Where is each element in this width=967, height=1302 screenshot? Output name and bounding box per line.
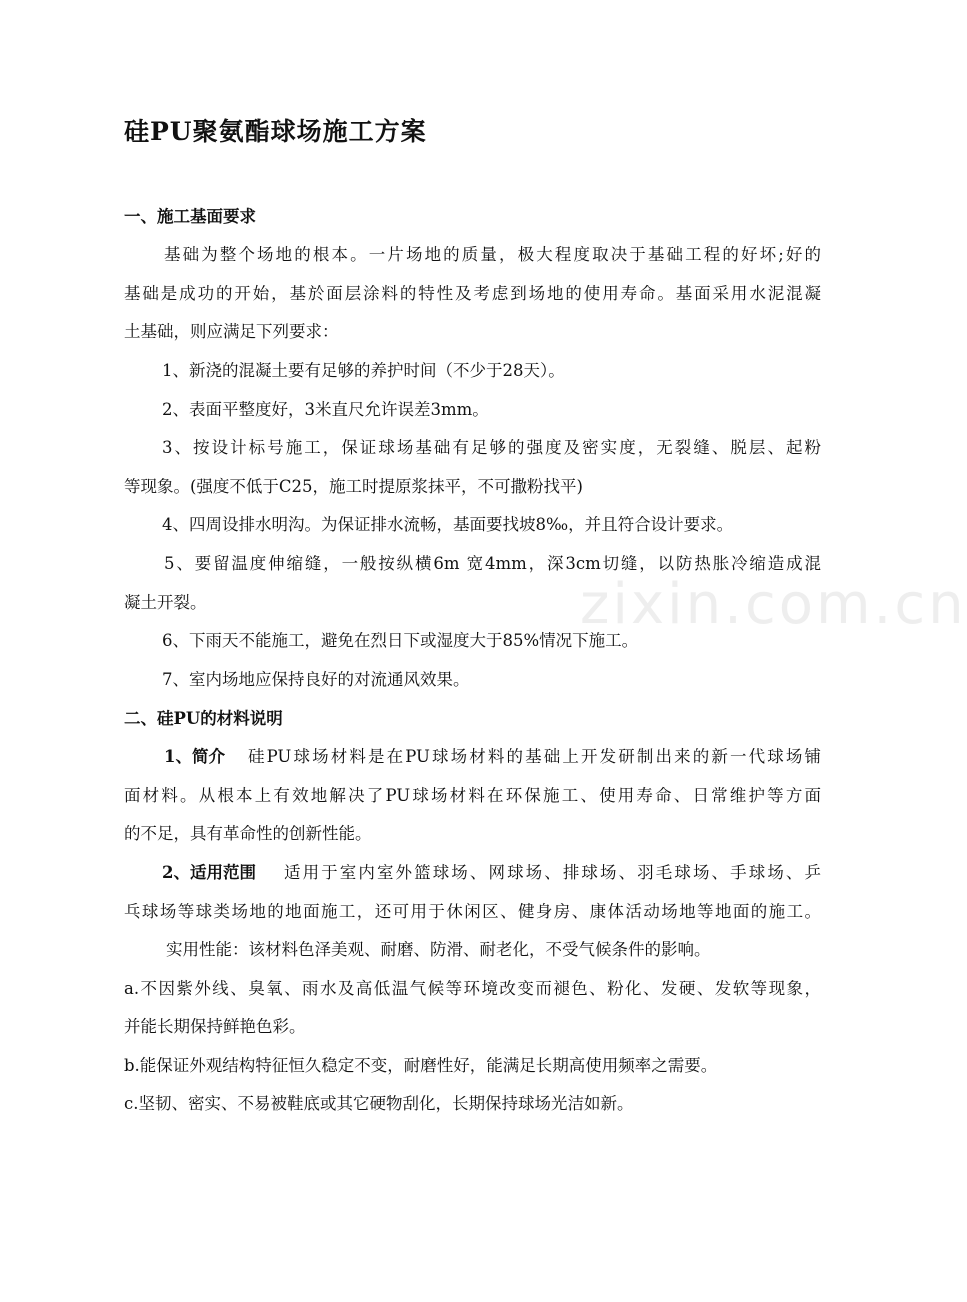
point-c: c.坚韧、密实、不易被鞋底或其它硬物刮化，长期保持球场光洁如新。: [124, 1094, 634, 1113]
document-title: 硅PU聚氨酯球场施工方案: [124, 117, 427, 146]
section1-heading: 一、施工基面要求: [124, 207, 256, 226]
scope-text-line1: 适用于室内室外篮球场、网球场、排球场、羽毛球场、手球场、乒: [284, 863, 821, 882]
watermark-text: zixin.com.cn: [580, 572, 967, 637]
requirement-item-5-line2: 凝土开裂。: [124, 593, 207, 612]
section2-heading: 二、硅PU的材料说明: [124, 709, 283, 728]
section1-intro-line3: 土基础，则应满足下列要求：: [124, 322, 339, 341]
scope-label: 2、适用范围: [162, 863, 256, 882]
point-a-line2: 并能长期保持鲜艳色彩。: [124, 1017, 306, 1036]
requirement-item-3-line2: 等现象。(强度不低于C25，施工时提原浆抹平，不可撒粉找平): [124, 477, 583, 496]
requirement-item-1: 1、新浇的混凝土要有足够的养护时间（不少于28天）。: [162, 361, 565, 380]
intro-text-line1: 硅PU球场材料是在PU球场材料的基础上开发研制出来的新一代球场铺: [248, 747, 821, 766]
intro-text-line3: 的不足，具有革命性的创新性能。: [124, 824, 372, 843]
practical-performance: 实用性能：该材料色泽美观、耐磨、防滑、耐老化，不受气候条件的影响。: [166, 940, 711, 959]
requirement-item-2: 2、表面平整度好，3米直尺允许误差3mm。: [162, 400, 489, 419]
requirement-item-4: 4、四周设排水明沟。为保证排水流畅，基面要找坡8‰，并且符合设计要求。: [162, 515, 734, 534]
requirement-item-7: 7、室内场地应保持良好的对流通风效果。: [162, 670, 470, 689]
requirement-item-6: 6、下雨天不能施工，避免在烈日下或湿度大于85%情况下施工。: [162, 631, 639, 650]
section1-intro-line2: 基础是成功的开始，基於面层涂料的特性及考虑到场地的使用寿命。基面采用水泥混凝: [124, 284, 821, 303]
requirement-item-5-line1: 5、要留温度伸缩缝，一般按纵横6m 宽4mm，深3cm切缝，以防热胀冷缩造成混: [164, 554, 821, 573]
requirement-item-3-line1: 3、按设计标号施工，保证球场基础有足够的强度及密实度，无裂缝、脱层、起粉: [162, 438, 821, 457]
point-a-line1: a.不因紫外线、臭氧、雨水及高低温气候等环境改变而褪色、粉化、发硬、发软等现象，: [124, 979, 821, 998]
intro-label: 1、简介: [164, 747, 225, 766]
scope-text-line2: 乓球场等球类场地的地面施工，还可用于休闲区、健身房、康体活动场地等地面的施工。: [124, 902, 821, 921]
intro-text-line2: 面材料。从根本上有效地解决了PU球场材料在环保施工、使用寿命、日常维护等方面: [124, 786, 821, 805]
section1-intro-line1: 基础为整个场地的根本。一片场地的质量，极大程度取决于基础工程的好坏;好的: [164, 245, 821, 264]
point-b: b.能保证外观结构特征恒久稳定不变，耐磨性好，能满足长期高使用频率之需要。: [124, 1056, 718, 1075]
